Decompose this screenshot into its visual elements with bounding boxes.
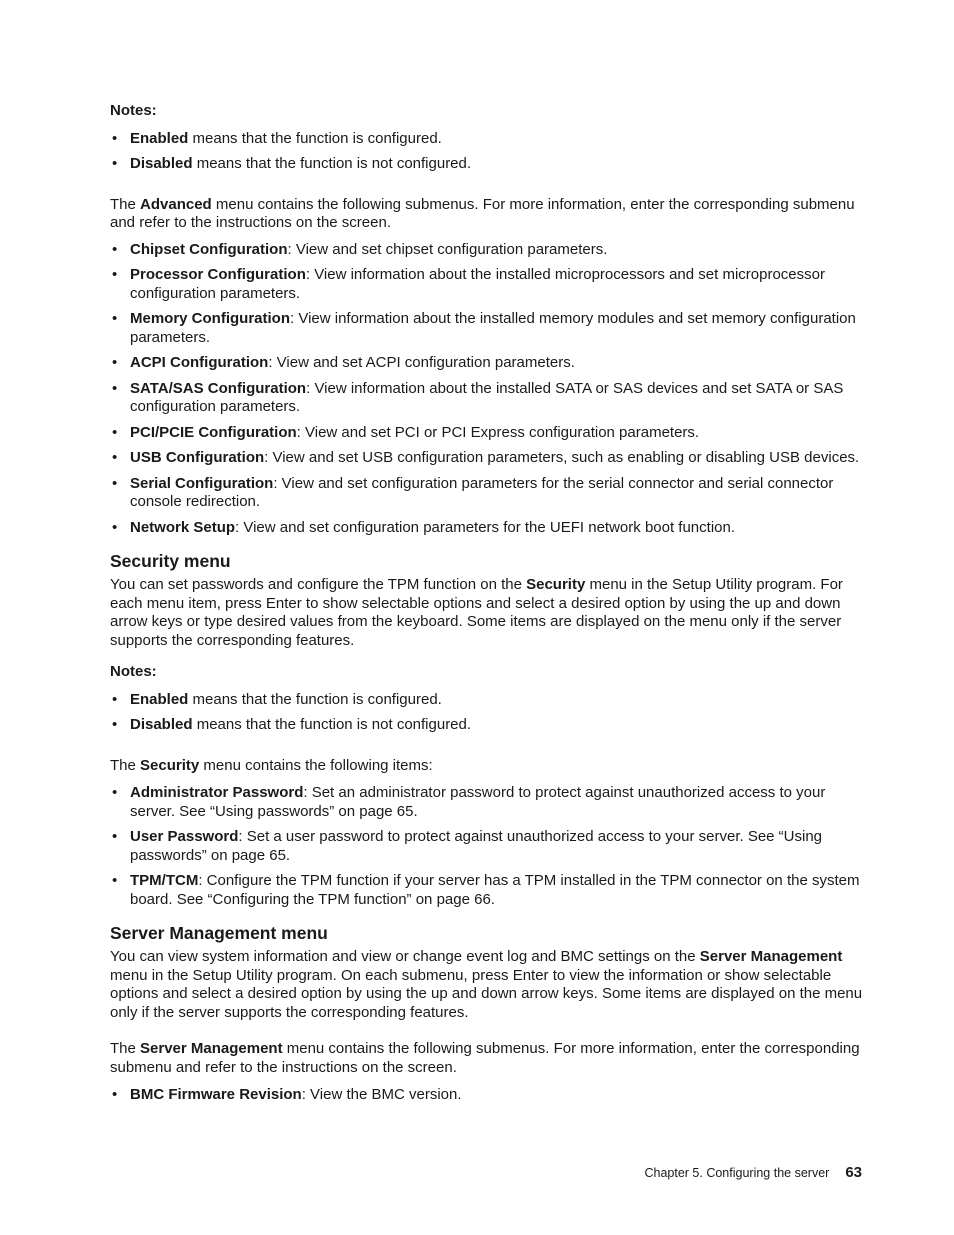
notes-label: Notes:: [110, 102, 157, 119]
server-management-intro: The Server Management menu contains the following submenus. For more information, enter the corresponding submenu and refer to the instructions on the screen.: [110, 1040, 860, 1076]
term: Disabled: [130, 155, 193, 172]
list-item: • PCI/PCIE Configuration: View and set PCI or PCI Express configuration parameters.: [110, 424, 864, 443]
server-management-paragraph: You can view system information and view or change event log and BMC settings on the Server Management menu in the Setup Utility program. On each submenu, press Enter to view the information or show selectable options and select a desired option by using the up and down arrow keys. Some items are displayed on the menu only if the server supports the corresponding features.: [110, 948, 863, 1021]
security-intro: The Security menu contains the following items:: [110, 756, 433, 774]
server-management-submenu-list: [110, 1086, 864, 1105]
notes-label: Notes:: [110, 663, 157, 680]
list-item: [110, 155, 864, 174]
security-paragraph: You can set passwords and configure the TPM function on the Security menu in the Setup Utility program. For each menu item, press Enter to show selectable options and select a desired option by using the up and down arrow keys or type desired values from the keyboard. Some items are displayed on the menu only if the server supports the corresponding features.: [110, 576, 843, 649]
term: Enabled: [130, 129, 189, 147]
advanced-submenu-list: [110, 241, 864, 538]
list-item: [110, 130, 864, 149]
advanced-intro: The Advanced menu contains the following submenus. For more information, enter the corresponding submenu and refer to the instructions on the screen.: [110, 195, 855, 231]
notes-list: [110, 130, 864, 174]
list-item: • User Password: Set a user password to protect against unauthorized access to your server. See “Using passwords” on page 65.: [110, 828, 864, 865]
list-item: • Processor Configuration: View information about the installed microprocessors and set microprocessor configuration parameters.: [110, 266, 864, 303]
list-item: • ACPI Configuration: View and set ACPI configuration parameters.: [110, 354, 864, 373]
page-footer: [644, 1164, 862, 1183]
list-item: • Memory Configuration: View information about the installed memory modules and set memory configuration parameters.: [110, 310, 864, 347]
page-content: [110, 102, 864, 1112]
chapter-title: Chapter 5. Configuring the server: [644, 1166, 830, 1180]
list-item: • TPM/TCM: Configure the TPM function if your server has a TPM installed in the TPM connector on the system board. See “Configuring the TPM function” on page 66.: [110, 872, 864, 909]
list-item: • Administrator Password: Set an administrator password to protect against unauthorized access to your server. See “Using passwords” on page 65.: [110, 784, 864, 821]
security-items-list: [110, 784, 864, 909]
list-item: • Disabled means that the function is not configured.: [110, 716, 864, 735]
notes-list: [110, 691, 864, 735]
section-heading-security: Security menu: [110, 551, 231, 571]
list-item: • SATA/SAS Configuration: View information about the installed SATA or SAS devices and set SATA or SAS configuration parameters.: [110, 380, 864, 417]
description: means that the function is configured.: [188, 129, 442, 147]
list-item: • Enabled means that the function is configured.: [110, 691, 864, 710]
page-number: 63: [845, 1164, 862, 1181]
list-item: • BMC Firmware Revision: View the BMC version.: [110, 1086, 864, 1105]
list-item: • Chipset Configuration: View and set chipset configuration parameters.: [110, 241, 864, 260]
list-item: • USB Configuration: View and set USB configuration parameters, such as enabling or disabling USB devices.: [110, 449, 864, 468]
list-item: • Network Setup: View and set configuration parameters for the UEFI network boot function.: [110, 519, 864, 538]
description: means that the function is not configured.: [192, 155, 472, 172]
list-item: • Serial Configuration: View and set configuration parameters for the serial connector and serial connector console redirection.: [110, 475, 864, 512]
section-heading-server-management: Server Management menu: [110, 923, 328, 943]
